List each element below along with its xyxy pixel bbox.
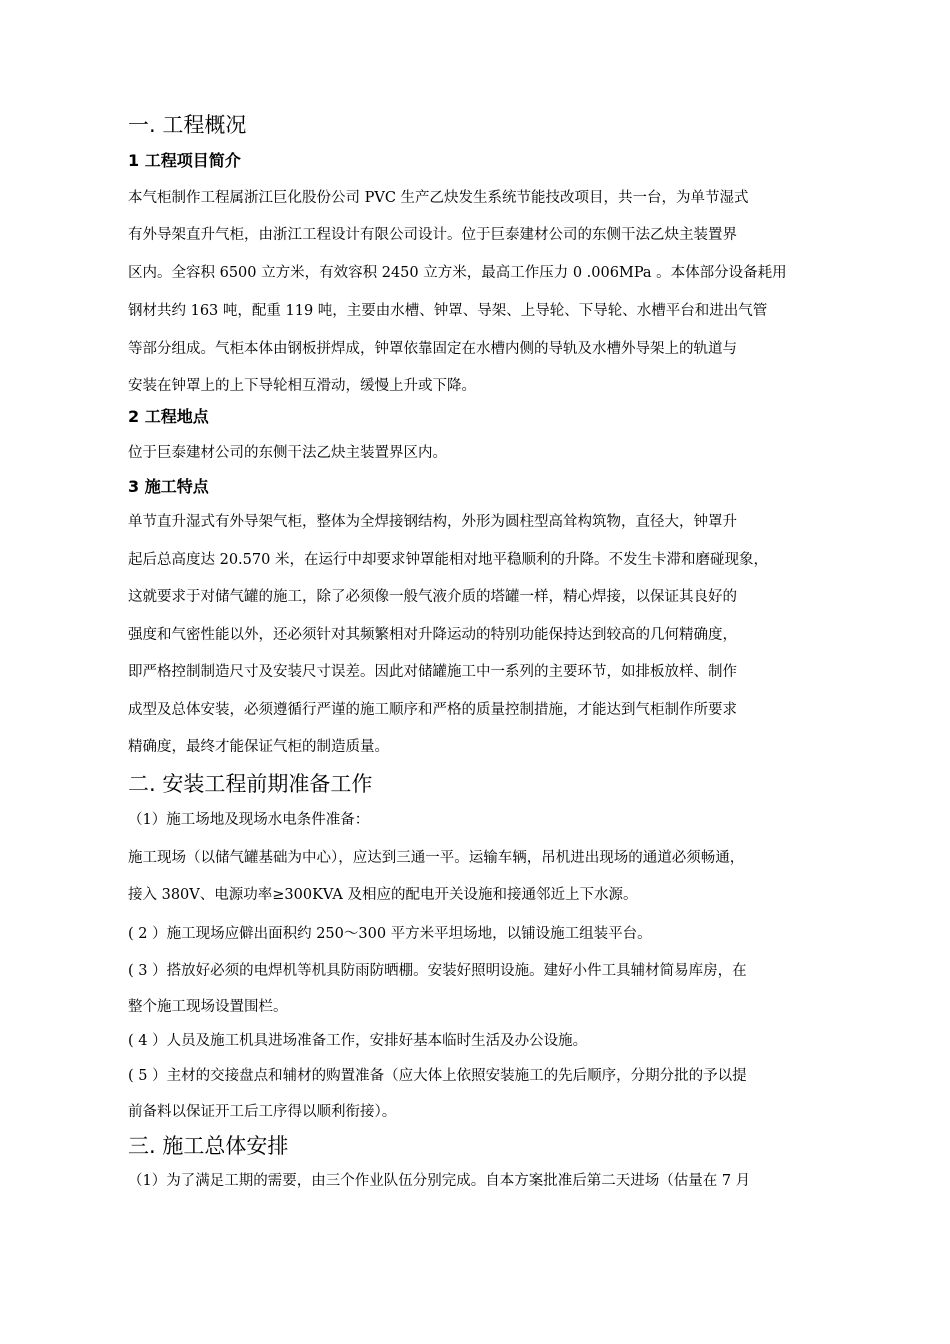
paragraph-line: 整个施工现场设置围栏。 (128, 999, 288, 1015)
paragraph-line: 本气柜制作工程属浙江巨化股份公司 PVC 生产乙炔发生系统节能技改项目，共一台，为单节湿式 (128, 190, 749, 206)
paragraph-line: （1）为了满足工期的需要，由三个作业队伍分别完成。自本方案批准后第二天进场（估量在 7 月 (128, 1173, 751, 1189)
paragraph-line: 前备料以保证开工后工序得以顺利衔接）。 (128, 1104, 397, 1120)
paragraph-line: 施工现场（以储气罐基础为中心），应达到三通一平。运输车辆，吊机进出现场的通道必须畅通， (128, 850, 745, 866)
paragraph-line: ( 3 ）搭放好必须的电焊机等机具防雨防晒棚。安装好照明设施。建好小件工具辅材简易库房，在 (128, 963, 747, 979)
paragraph-line: 成型及总体安装，必须遵循行严谨的施工顺序和严格的质量控制措施，才能达到气柜制作所要求 (128, 702, 737, 718)
paragraph-line: 有外导架直升气柜，由浙江工程设计有限公司设计。位于巨泰建材公司的东侧干法乙炔主装置界 (128, 227, 737, 243)
paragraph-line: 等部分组成。气柜本体由钢板拼焊成，钟罩依靠固定在水槽内侧的导轨及水槽外导架上的轨道与 (128, 341, 737, 357)
paragraph-line: 强度和气密性能以外，还必须针对其频繁相对升降运动的特别功能保持达到较高的几何精确度， (128, 627, 737, 643)
section-1-heading: 一. 工程概况 (128, 113, 247, 137)
paragraph-line: 区内。全容积 6500 立方米，有效容积 2450 立方米，最高工作压力 0 .006MPa 。本体部分设备耗用 (128, 265, 787, 281)
section-2-heading: 二. 安装工程前期准备工作 (128, 772, 373, 796)
paragraph-line: 接入 380V、电源功率≥300KVA 及相应的配电开关设施和接通邻近上下水源。 (128, 887, 638, 903)
subsection-1-2-heading: 2 工程地点 (128, 407, 209, 426)
paragraph-line: ( 5 ）主材的交接盘点和辅材的购置准备（应大体上依照安装施工的先后顺序，分期分批的予以提 (128, 1068, 747, 1084)
paragraph-line: 即严格控制制造尺寸及安装尺寸误差。因此对储罐施工中一系列的主要环节，如排板放样、制作 (128, 664, 737, 680)
paragraph-line: 安装在钟罩上的上下导轮相互滑动，缓慢上升或下降。 (128, 378, 476, 394)
subsection-1-1-heading: 1 工程项目简介 (128, 151, 241, 170)
subsection-1-3-heading: 3 施工特点 (128, 477, 209, 496)
paragraph-line: 这就要求于对储气罐的施工，除了必须像一般气液介质的塔罐一样，精心焊接，以保证其良好的 (128, 589, 737, 605)
paragraph-line: 起后总高度达 20.570 米，在运行中却要求钟罩能相对地平稳顺利的升降。不发生卡滞和磨碰现象， (128, 552, 768, 568)
paragraph-line: 钢材共约 163 吨，配重 119 吨，主要由水槽、钟罩、导架、上导轮、下导轮、水槽平台和进出气管 (128, 303, 768, 319)
paragraph-line: ( 2 ）施工现场应僻出面积约 250～300 平方米平坦场地，以铺设施工组装平台。 (128, 926, 652, 942)
paragraph-line: 单节直升湿式有外导架气柜，整体为全焊接钢结构，外形为圆柱型高耸构筑物，直径大，钟罩升 (128, 514, 737, 530)
paragraph-line: 精确度，最终才能保证气柜的制造质量。 (128, 739, 389, 755)
paragraph-line: 位于巨泰建材公司的东侧干法乙炔主装置界区内。 (128, 445, 447, 461)
paragraph-line: ( 4 ）人员及施工机具进场准备工作，安排好基本临时生活及办公设施。 (128, 1033, 588, 1049)
paragraph-line: （1）施工场地及现场水电条件准备： (128, 812, 370, 828)
section-3-heading: 三. 施工总体安排 (128, 1134, 289, 1158)
